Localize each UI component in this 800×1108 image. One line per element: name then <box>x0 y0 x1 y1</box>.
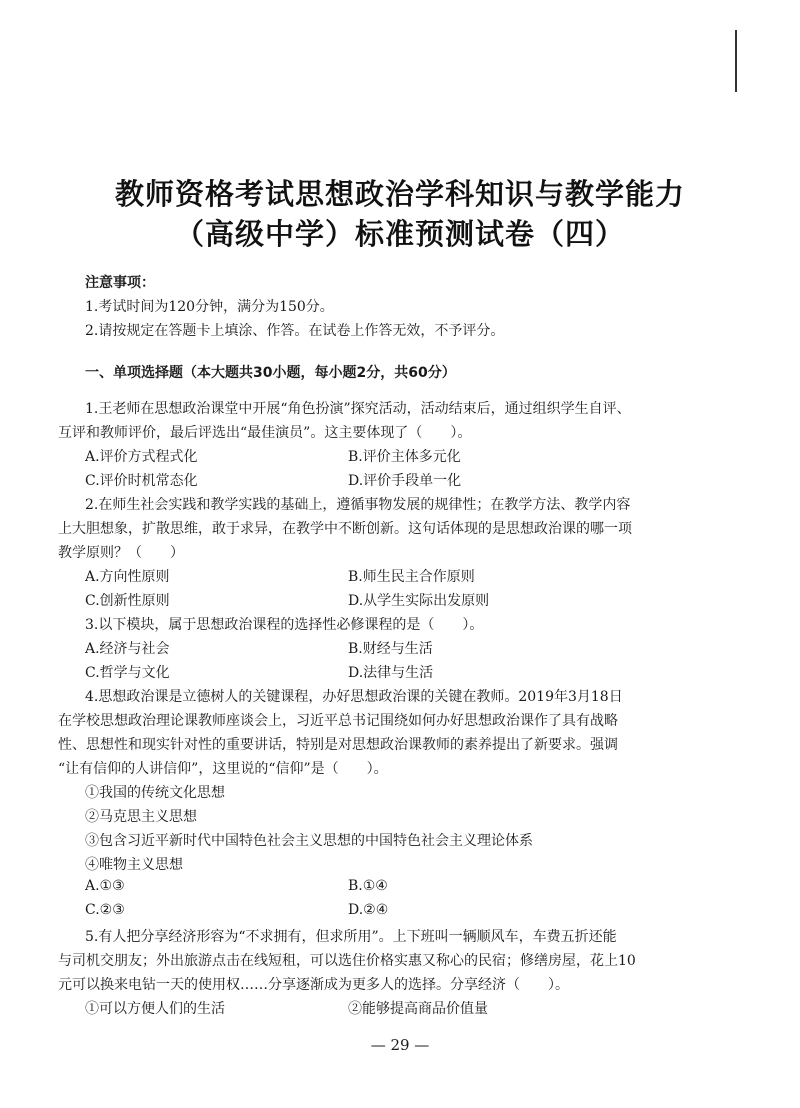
question-1-option-c: C.评价时机常态化 <box>85 473 198 489</box>
question-4-option-d: D.②④ <box>348 902 389 918</box>
section-heading: 一、单项选择题（本大题共30小题，每小题2分，共60分） <box>85 365 456 381</box>
question-2-option-b: B.师生民主合作原则 <box>348 569 475 585</box>
notice-heading: 注意事项： <box>85 275 155 291</box>
question-4-text: 性、思想性和现实针对性的重要讲话，特别是对思想政治课教师的素养提出了新要求。强调 <box>58 737 618 753</box>
question-2-text: 上大胆想象，扩散思维，敢于求异，在教学中不断创新。这句话体现的是思想政治课的哪一项 <box>58 521 632 537</box>
question-4-item: ②马克思主义思想 <box>85 809 197 825</box>
question-4-option-b: B.①④ <box>348 878 388 894</box>
question-5-text: 与司机交朋友；外出旅游点击在线短租，可以选住价格实惠又称心的民宿；修缮房屋，花上10 <box>58 953 636 969</box>
page-number: — 29 — <box>370 1036 430 1054</box>
scan-edge-mark <box>735 30 737 92</box>
question-1-option-a: A.评价方式程式化 <box>85 449 198 465</box>
page-title-line-2: （高级中学）标准预测试卷（四） <box>174 217 625 251</box>
question-2-text: 教学原则？（ ） <box>58 545 184 561</box>
question-3-option-a: A.经济与社会 <box>85 641 170 657</box>
notice-item: 1.考试时间为120分钟，满分为150分。 <box>85 299 334 315</box>
question-1-text: 1.王老师在思想政治课堂中开展“角色扮演”探究活动，活动结束后，通过组织学生自评、 <box>85 401 631 417</box>
question-4-text: 4.思想政治课是立德树人的关键课程，办好思想政治课的关键在教师。2019年3月18日 <box>85 689 623 705</box>
question-1-option-d: D.评价手段单一化 <box>348 473 462 489</box>
question-5-text: 元可以换来电钻一天的使用权……分享逐渐成为更多人的选择。分享经济（ ）。 <box>58 977 569 993</box>
question-5-item: ①可以方便人们的生活 <box>85 1001 225 1017</box>
question-4-option-c: C.②③ <box>85 902 125 918</box>
question-3-option-d: D.法律与生活 <box>348 665 434 681</box>
question-5-text: 5.有人把分享经济形容为“不求拥有，但求所用”。上下班叫一辆顺风车，车费五折还能 <box>85 929 617 945</box>
question-3-text: 3.以下模块，属于思想政治课程的选择性必修课程的是（ ）。 <box>85 617 484 633</box>
question-3-option-c: C.哲学与文化 <box>85 665 170 681</box>
question-4-option-a: A.①③ <box>85 878 125 894</box>
question-1-option-b: B.评价主体多元化 <box>348 449 461 465</box>
question-4-item: ④唯物主义思想 <box>85 857 183 873</box>
question-4-text: 在学校思想政治理论课教师座谈会上，习近平总书记围绕如何办好思想政治课作了具有战略 <box>58 713 618 729</box>
question-2-option-c: C.创新性原则 <box>85 593 170 609</box>
question-2-option-a: A.方向性原则 <box>85 569 170 585</box>
question-4-item: ③包含习近平新时代中国特色社会主义思想的中国特色社会主义理论体系 <box>85 833 533 849</box>
question-3-option-b: B.财经与生活 <box>348 641 433 657</box>
question-5-item: ②能够提高商品价值量 <box>348 1001 488 1017</box>
question-4-text: “让有信仰的人讲信仰”，这里说的“信仰”是（ ）。 <box>58 761 388 777</box>
question-1-text: 互评和教师评价，最后评选出“最佳演员”。这主要体现了（ ）。 <box>58 425 472 441</box>
question-2-text: 2.在师生社会实践和教学实践的基础上，遵循事物发展的规律性；在教学方法、教学内容 <box>85 497 631 513</box>
question-4-item: ①我国的传统文化思想 <box>85 785 225 801</box>
notice-item: 2.请按规定在答题卡上填涂、作答。在试卷上作答无效，不予评分。 <box>85 323 505 339</box>
page-title-line-1: 教师资格考试思想政治学科知识与教学能力 <box>114 177 685 211</box>
question-2-option-d: D.从学生实际出发原则 <box>348 593 490 609</box>
